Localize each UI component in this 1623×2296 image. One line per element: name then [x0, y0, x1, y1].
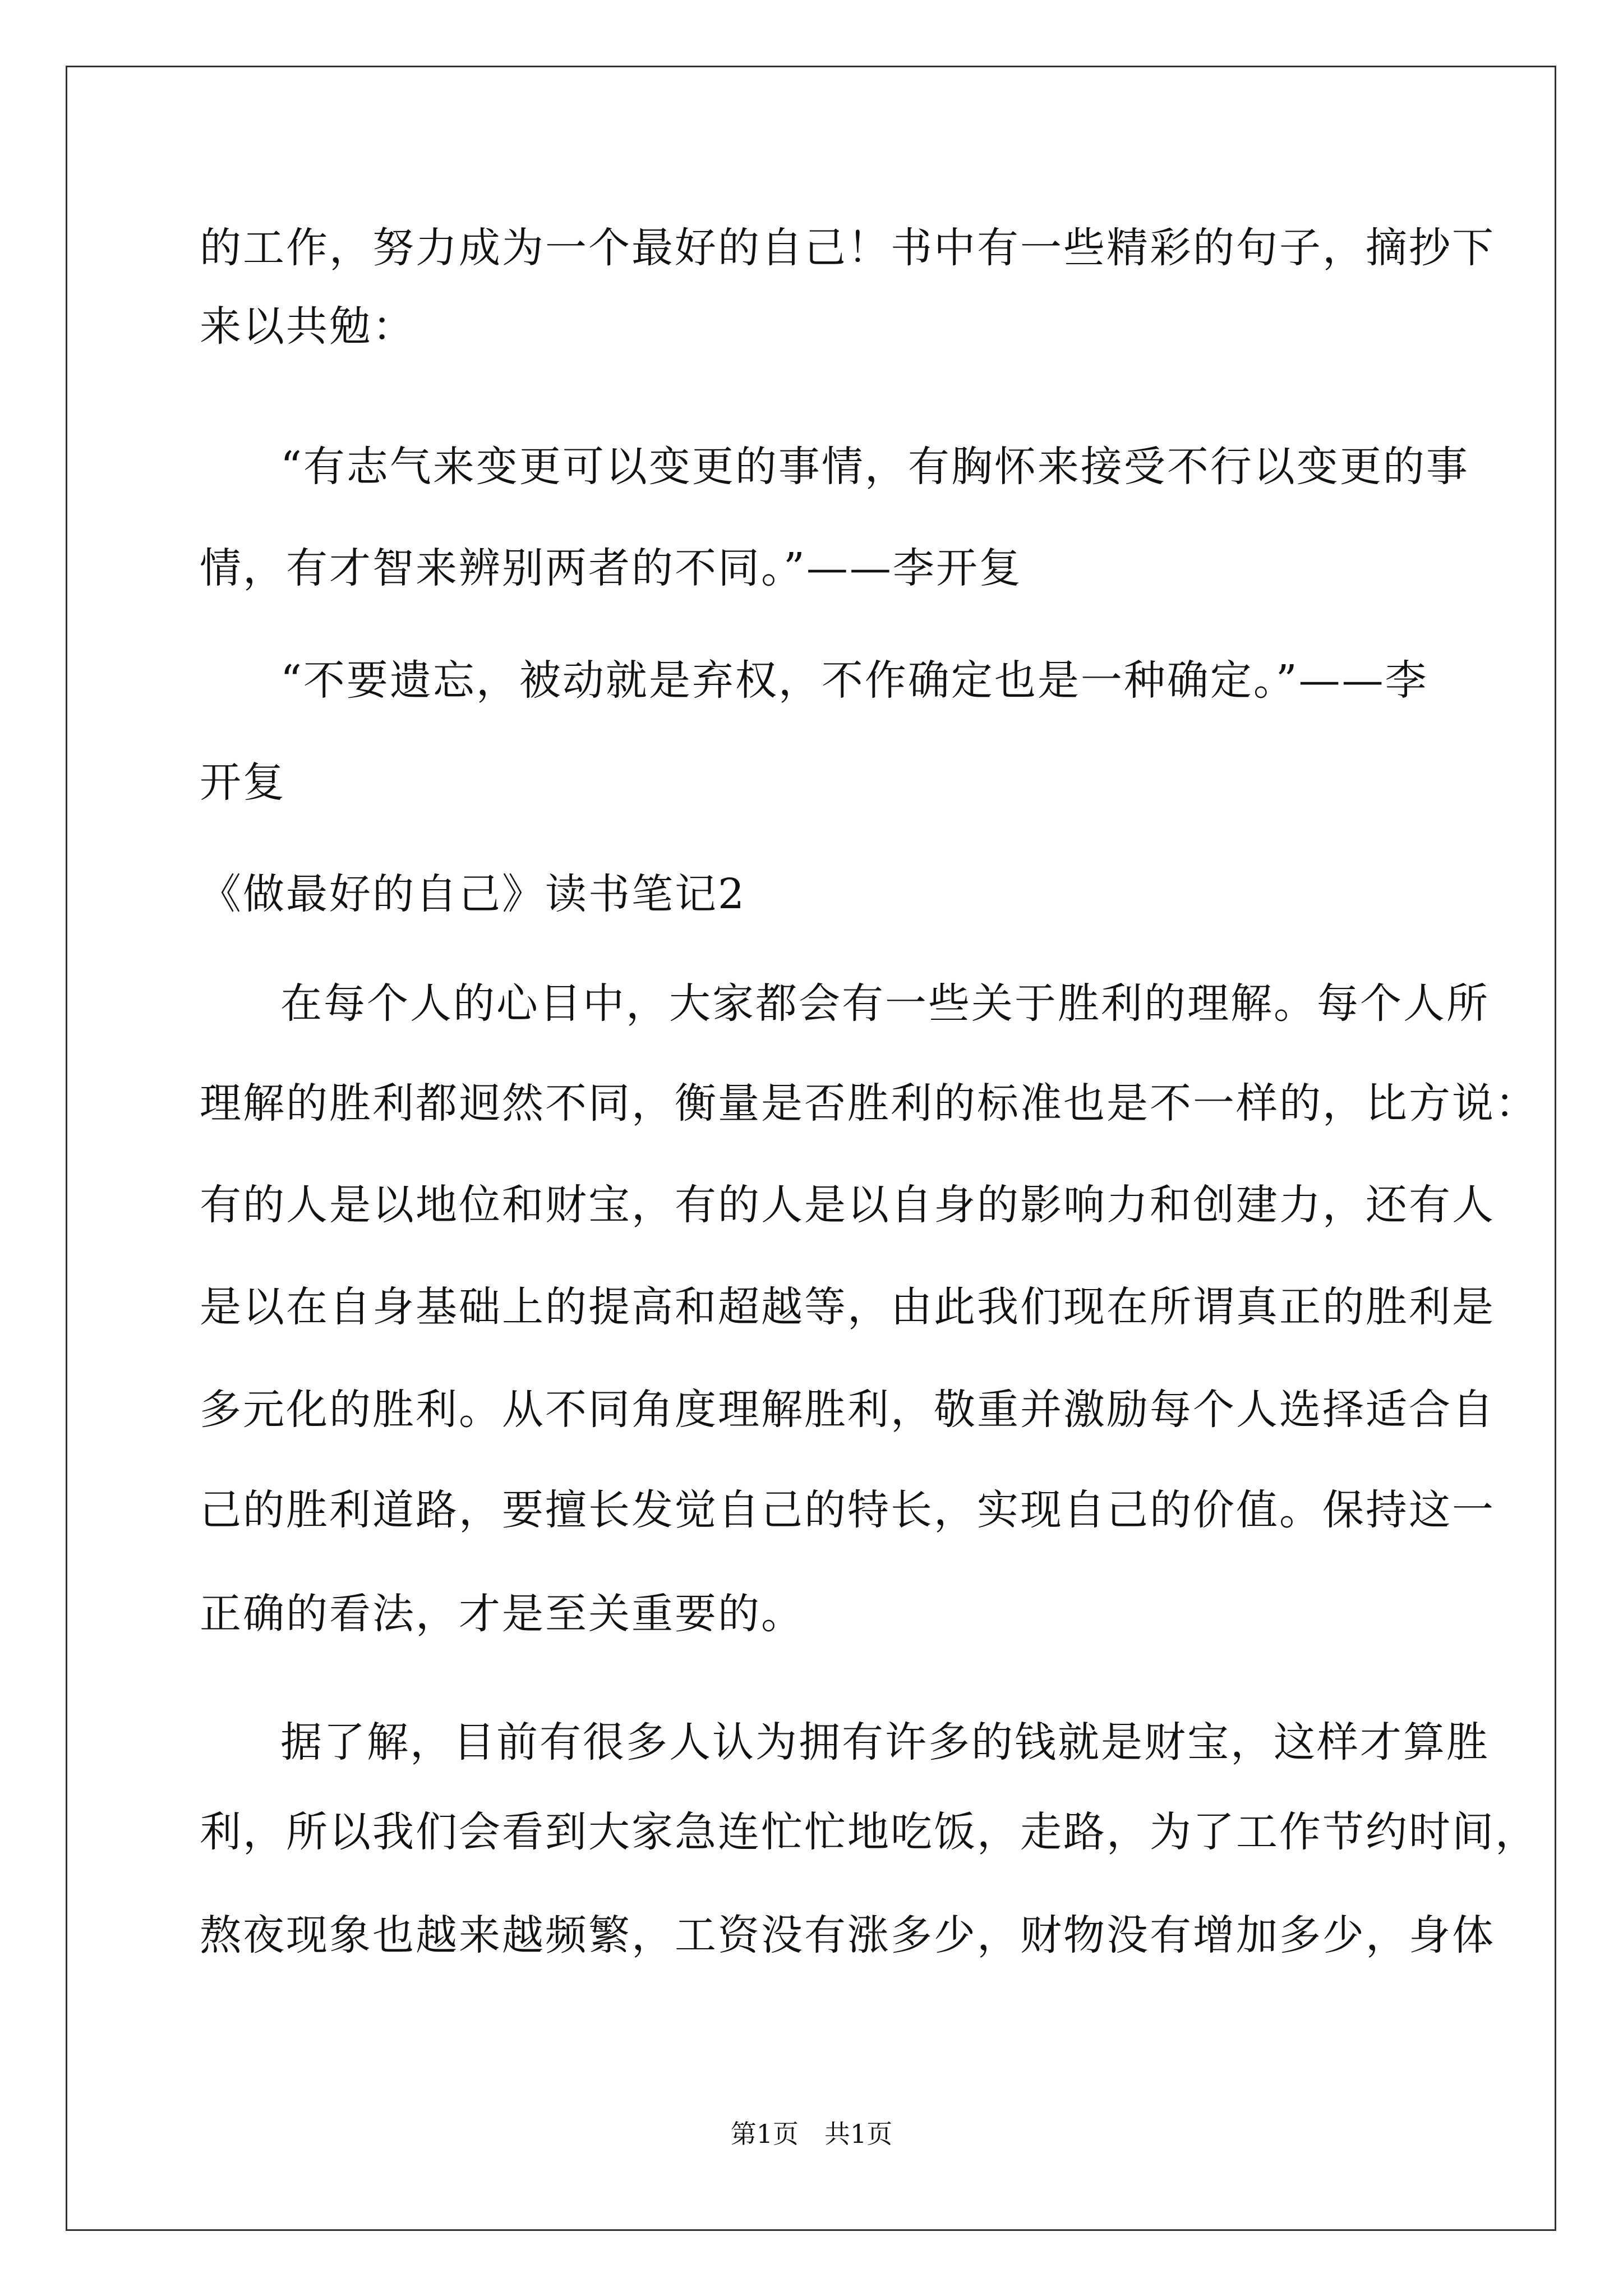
paragraph-line: 利，所以我们会看到大家急连忙忙地吃饭，走路，为了工作节约时间， [200, 1808, 1538, 1856]
paragraph-line: 有的人是以地位和财宝，有的人是以自身的影响力和创建力，还有人 [200, 1181, 1495, 1229]
text-line: 的工作，努力成为一个最好的自己！书中有一些精彩的句子，摘抄下 [200, 224, 1495, 272]
quote-line: “有志气来变更可以变更的事情，有胸怀来接受不行以变更的事 [280, 443, 1469, 491]
page-border [66, 66, 1556, 2231]
paragraph-line: 在每个人的心目中，大家都会有一些关于胜利的理解。每个人所 [280, 979, 1490, 1028]
section-heading: 《做最好的自己》读书笔记2 [200, 870, 746, 918]
paragraph-line: 熬夜现象也越来越频繁，工资没有涨多少，财物没有增加多少，身体 [200, 1911, 1495, 1959]
quote-line: “不要遗忘，被动就是弃权，不作确定也是一种确定。”——李 [280, 656, 1428, 705]
quote-line: 情，有才智来辨别两者的不同。”——李开复 [200, 544, 1022, 592]
paragraph-line: 据了解，目前有很多人认为拥有许多的钱就是财宝，这样才算胜 [280, 1718, 1490, 1766]
page-number: 第1页 共1页 [730, 2119, 893, 2149]
quote-line: 开复 [200, 758, 286, 807]
paragraph-line: 理解的胜利都迥然不同，衡量是否胜利的标准也是不一样的，比方说： [200, 1079, 1538, 1128]
paragraph-line: 己的胜利道路，要擅长发觉自己的特长，实现自己的价值。保持这一 [200, 1486, 1495, 1534]
paragraph-line: 多元化的胜利。从不同角度理解胜利，敬重并激励每个人选择适合自 [200, 1386, 1495, 1434]
text-line: 来以共勉： [200, 302, 416, 351]
paragraph-line: 是以在自身基础上的提高和超越等，由此我们现在所谓真正的胜利是 [200, 1283, 1495, 1331]
paragraph-line: 正确的看法，才是至关重要的。 [200, 1590, 804, 1638]
